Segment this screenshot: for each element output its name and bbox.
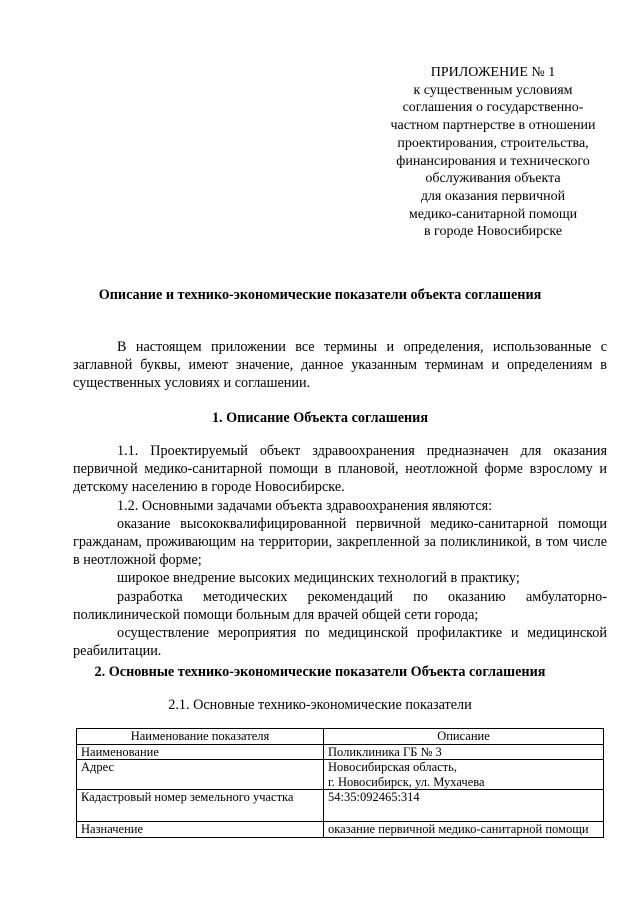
- annex-line: медико-санитарной помощи: [408, 206, 578, 222]
- table-cell-name: Наименование: [77, 744, 324, 760]
- indicators-table: [76, 728, 604, 838]
- section1-body: [73, 442, 607, 660]
- section2-heading: 2. Основные технико-экономические показатели Объекта соглашения: [94, 664, 546, 680]
- annex-line: финансирования и технического: [396, 153, 590, 169]
- table-row: [77, 760, 604, 790]
- section1-paragraph: оказание высококвалифицированной первичной медико-санитарной помощи гражданам, проживающим на территории, закрепленной за поликлиникой, в том числе в неотложной форме;: [73, 515, 607, 569]
- annex-line: проектирования, строительства,: [397, 135, 589, 151]
- table-cell-name: Адрес: [77, 760, 324, 790]
- value-line: г. Новосибирск, ул. Мухачева: [328, 774, 485, 789]
- table-cell-value: [324, 744, 604, 760]
- table-cell-name: Кадастровый номер земельного участка: [77, 790, 324, 822]
- annex-line: в городе Новосибирске: [423, 224, 563, 240]
- value-line: оказание первичной медико-санитарной помощи: [328, 822, 589, 836]
- table-header-row: [77, 729, 604, 745]
- intro-block: [73, 338, 607, 393]
- annex-header: [378, 64, 608, 241]
- section1-paragraph: осуществление мероприятия по медицинской профилактике и медицинской реабилитации.: [73, 625, 607, 660]
- document-title: Описание и технико-экономические показатели объекта соглашения: [98, 287, 542, 303]
- intro-paragraph: В настоящем приложении все термины и определения, использованные с заглавной буквы, имеют значение, данное указанным терминам и определениям в существенных условиях и соглашении.: [73, 339, 607, 392]
- section1-heading: 1. Описание Объекта соглашения: [211, 410, 429, 426]
- table-row: [77, 822, 604, 838]
- section2-subheading: 2.1. Основные технико-экономические показатели: [168, 697, 472, 713]
- section1-paragraph: 1.2. Основными задачами объекта здравоохранения являются:: [117, 497, 493, 514]
- table-cell-value: [324, 822, 604, 838]
- annex-line: к существенным условиям: [413, 82, 573, 98]
- table-cell-value: [324, 790, 604, 822]
- annex-line: обслуживания объекта: [425, 171, 561, 187]
- value-line: 54:35:092465:314: [328, 790, 420, 804]
- annex-line: соглашения о государственно-: [402, 100, 584, 116]
- section1-paragraph: разработка методических рекомендаций по оказанию амбулаторно-поликлинической помощи больным для врачей общей сети города;: [73, 588, 607, 623]
- table-row: [77, 790, 604, 822]
- table-row: [77, 744, 604, 760]
- table-cell-value: [324, 760, 604, 790]
- annex-line: частном партнерстве в отношении: [390, 118, 596, 134]
- table-header-cell: Описание: [324, 729, 604, 745]
- section1-paragraph: 1.1. Проектируемый объект здравоохранения предназначен для оказания первичной медико-санитарной помощи в плановой, неотложной форме взрослому и детскому населению в городе Новосибирске.: [73, 443, 607, 496]
- table-cell-name: Назначение: [77, 822, 324, 838]
- value-line: Поликлиника ГБ № 3: [328, 744, 442, 759]
- annex-line: ПРИЛОЖЕНИЕ № 1: [430, 65, 556, 80]
- value-line: Новосибирская область,: [328, 760, 457, 774]
- table-header-cell: Наименование показателя: [77, 729, 324, 745]
- section1-paragraph: широкое внедрение высоких медицинских технологий в практику;: [117, 570, 520, 587]
- annex-line: для оказания первичной: [420, 188, 566, 204]
